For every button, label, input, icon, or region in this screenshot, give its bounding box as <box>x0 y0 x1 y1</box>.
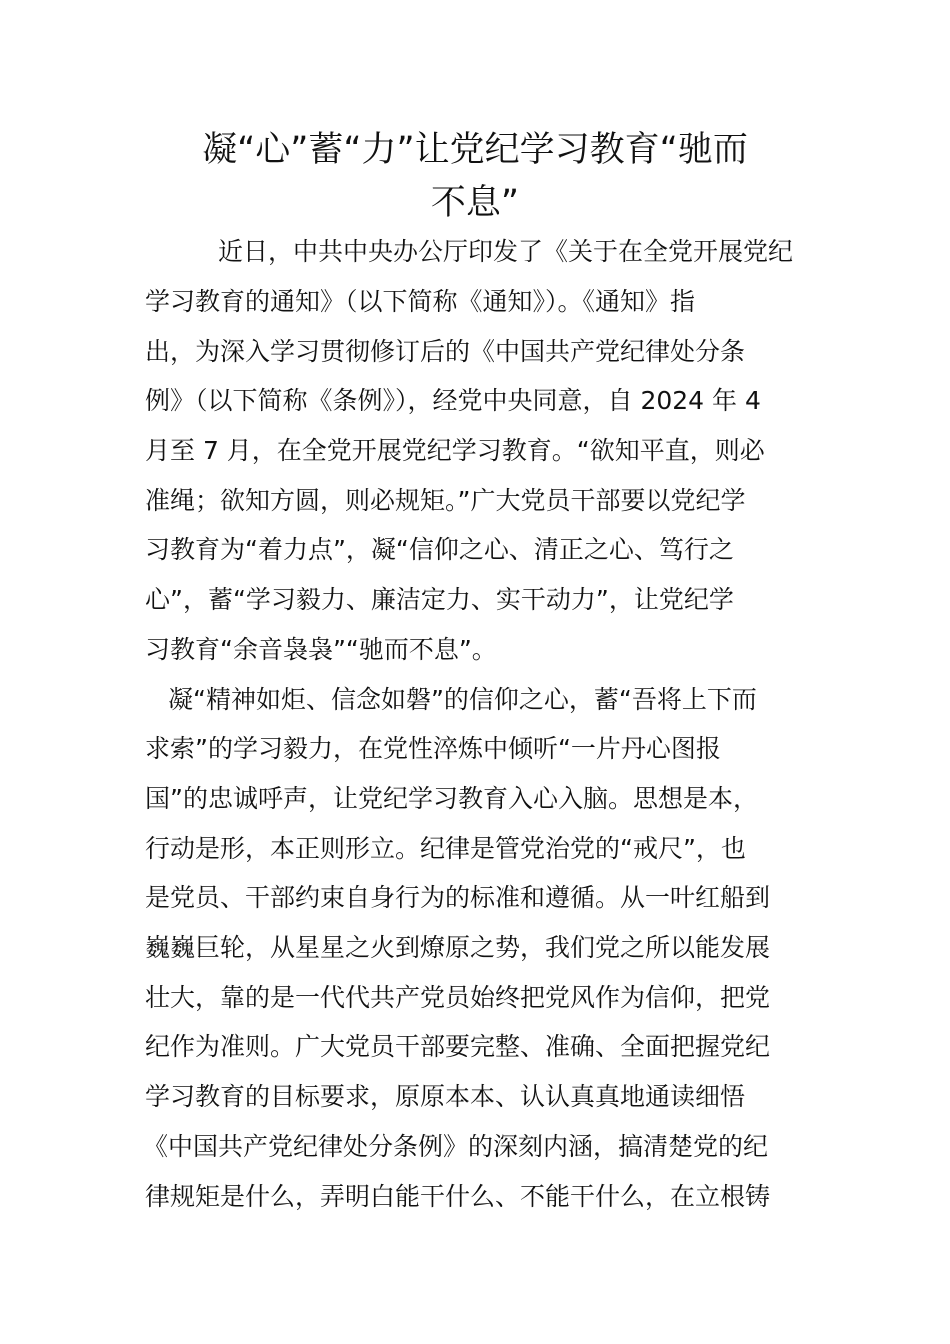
paragraph-line: 习教育为“着力点”，凝“信仰之心、清正之心、笃行之 <box>145 535 734 564</box>
document-title-line-1: 凝“心”蓄“力”让党纪学习教育“驰而 <box>202 130 748 170</box>
paragraph-line: 求索”的学习毅力，在党性淬炼中倾听“一片丹心图报 <box>145 734 721 763</box>
paragraph-line: 例》（以下简称《条例》），经党中央同意，自 2024 年 4 <box>145 386 761 415</box>
paragraph-line: 学习教育的通知》（以下简称《通知》）。《通知》指 <box>145 287 696 316</box>
paragraph-line: 《中国共产党纪律处分条例》的深刻内涵，搞清楚党的纪 <box>143 1132 769 1161</box>
paragraph-line: 心”，蓄“学习毅力、廉洁定力、实干动力”，让党纪学 <box>145 585 734 614</box>
paragraph-line: 近日，中共中央办公厅印发了《关于在全党开展党纪 <box>218 237 794 266</box>
paragraph-line: 壮大，靠的是一代代共产党员始终把党风作为信仰，把党 <box>145 983 771 1012</box>
paragraph-line: 习教育“余音袅袅”“驰而不息”。 <box>145 635 497 664</box>
paragraph-line: 准绳；欲知方圆，则必规矩。”广大党员干部要以党纪学 <box>145 486 746 515</box>
paragraph-line: 学习教育的目标要求，原原本本、认认真真地通读细悟 <box>145 1082 746 1111</box>
paragraph-line: 月至 7 月，在全党开展党纪学习教育。“欲知平直，则必 <box>145 436 765 465</box>
paragraph-line: 纪作为准则。广大党员干部要完整、准确、全面把握党纪 <box>145 1032 771 1061</box>
paragraph-line: 出，为深入学习贯彻修订后的《中国共产党纪律处分条 <box>145 337 746 366</box>
paragraph-line: 国”的忠诚呼声，让党纪学习教育入心入脑。思想是本， <box>145 784 758 813</box>
paragraph-line: 行动是形，本正则形立。纪律是管党治党的“戒尺”，也 <box>145 834 746 863</box>
paragraph-line: 巍巍巨轮，从星星之火到燎原之势，我们党之所以能发展 <box>145 933 771 962</box>
paragraph-line: 凝“精神如炬、信念如磐”的信仰之心，蓄“吾将上下而 <box>168 685 757 714</box>
document-title-line-2: 不息” <box>430 183 520 223</box>
paragraph-line: 是党员、干部约束自身行为的标准和遵循。从一叶红船到 <box>145 883 771 912</box>
paragraph-line: 律规矩是什么，弄明白能干什么、不能干什么，在立根铸 <box>145 1182 771 1211</box>
